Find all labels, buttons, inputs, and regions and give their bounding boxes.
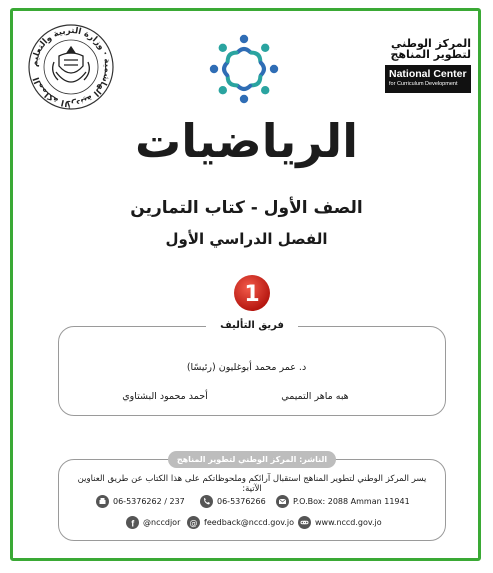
- semester-label: الفصل الدراسي الأول: [165, 230, 328, 248]
- grade-badge: [233, 274, 271, 312]
- ornament-body: [252, 77, 261, 86]
- link-icon: [298, 516, 311, 529]
- ornament-body: [238, 86, 250, 89]
- ornament-head: [261, 86, 269, 94]
- ornament-graphic: [205, 30, 283, 108]
- book-subtitle: الصف الأول - كتاب التمارين: [130, 198, 363, 218]
- nccd-english-box: [385, 65, 471, 93]
- ornament-head: [219, 86, 227, 94]
- publisher-label: الناشر: المركز الوطني لتطوير المناهج: [168, 451, 336, 468]
- at-sign-icon: [187, 516, 200, 529]
- facebook-icon: [126, 516, 139, 529]
- ministry-seal-text: المملكة الأردنية الهاشمية · وزارة التربية والتعليم: [29, 25, 113, 109]
- ornament-head: [210, 65, 218, 73]
- ornament-body: [224, 63, 227, 75]
- nccd-english-sub: for Curriculum Development: [389, 81, 458, 87]
- fax-number: 06-5376262 / 237: [113, 497, 185, 506]
- authoring-team-label: فريق التأليف: [206, 318, 298, 334]
- grade-number: 1: [244, 282, 260, 307]
- ornament-head: [240, 95, 248, 103]
- phone-icon: [200, 495, 213, 508]
- nccd-arabic-wordmark: المركز الوطني لتطوير المناهج: [390, 37, 471, 61]
- facebook-handle: @nccdjor: [143, 518, 181, 527]
- author-name: أحمد محمود البشتاوي: [122, 391, 208, 402]
- fax-icon: [96, 495, 109, 508]
- ornament-body: [252, 53, 261, 62]
- pobox-address: P.O.Box: 2088 Amman 11941: [293, 497, 410, 506]
- svg-text:@: @: [189, 518, 198, 528]
- author-name: هبه ماهر التميمي: [281, 391, 349, 402]
- email-address: feedback@nccd.gov.jo: [204, 518, 294, 527]
- nccd-english-name: National Center: [389, 68, 467, 80]
- svg-text:f: f: [131, 518, 135, 529]
- phone-number: 06-5376266: [217, 497, 266, 506]
- ornament-body: [261, 63, 264, 75]
- email-contact[interactable]: [187, 516, 294, 529]
- ornament-body: [228, 77, 237, 86]
- website-url: www.nccd.gov.jo: [315, 518, 382, 527]
- ornament-head: [270, 65, 278, 73]
- book-title: الرياضيات: [135, 114, 358, 168]
- ornament-body: [238, 49, 250, 52]
- website-contact[interactable]: [298, 516, 382, 529]
- phone-contact: [200, 495, 266, 508]
- ornament-head: [240, 35, 248, 43]
- people-circle-ornament: [205, 30, 283, 108]
- feedback-note: يسر المركز الوطني لتطوير المناهج استقبال آرائكم وملحوظاتكم على هذا الكتاب عن طريق العناوين الآتية:: [77, 474, 427, 494]
- ornament-head: [261, 44, 269, 52]
- head-author: د. عمر محمد أبوغليون (رئيسًا): [186, 362, 307, 373]
- ministry-seal: [26, 22, 116, 112]
- fax-contact: [96, 495, 185, 508]
- nccd-logo: [385, 34, 471, 94]
- ornament-body: [228, 53, 237, 62]
- svg-text:المملكة الأردنية الهاشمية · وز: [30, 26, 112, 109]
- facebook-contact[interactable]: [126, 516, 180, 529]
- pobox-contact: [276, 495, 410, 508]
- ornament-head: [219, 44, 227, 52]
- mailbox-icon: [276, 495, 289, 508]
